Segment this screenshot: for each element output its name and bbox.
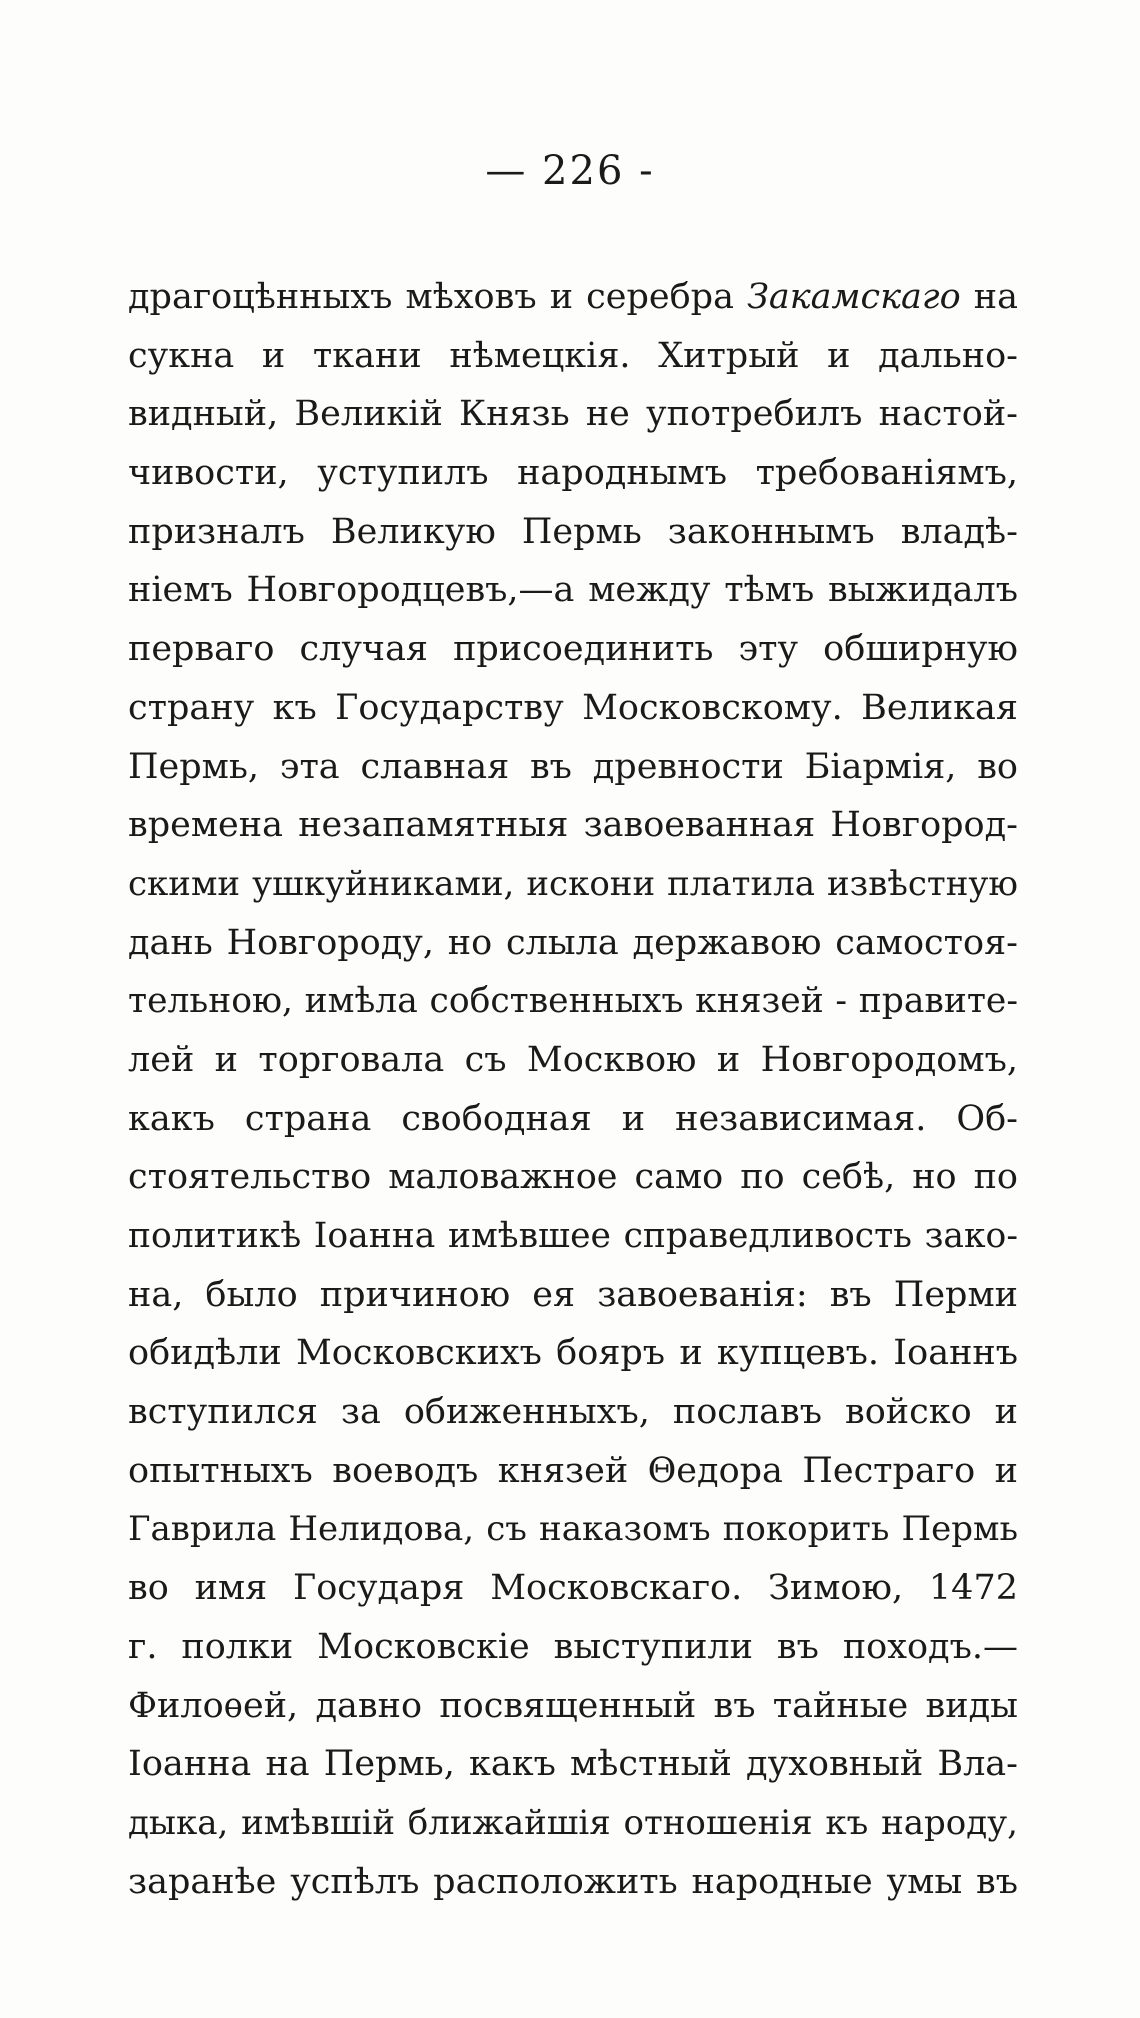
text-span: политикѣ Іоанна имѣвшее справедливость зако- <box>128 1216 1018 1256</box>
text-line <box>128 972 1018 1031</box>
text-line <box>128 855 1018 914</box>
text-line <box>128 1383 1018 1442</box>
text-line <box>128 796 1018 855</box>
text-span: времена незапамятныя завоеванная Новгород- <box>128 805 1018 846</box>
text-span: Гаврила Нелидова, съ наказомъ покорить Пермь <box>128 1509 1018 1550</box>
text-line <box>128 1677 1018 1736</box>
text-span: скими ушкуйниками, искони платила извѣстную <box>128 863 1018 904</box>
text-span: перваго случая присоединить эту обширную <box>128 629 1018 670</box>
text-span: ніемъ Новгородцевъ,—а между тѣмъ выжидалъ <box>128 570 1018 611</box>
text-line <box>128 1324 1018 1383</box>
text-span: Филоѳей, давно посвященный въ тайные виды <box>128 1685 1018 1726</box>
text-span: чивости, уступилъ народнымъ требованіямъ, <box>128 453 1018 494</box>
text-line <box>128 1735 1018 1794</box>
text-line <box>128 503 1018 562</box>
text-line <box>128 914 1018 973</box>
body-text <box>128 268 1018 1911</box>
text-span: вступился за обиженныхъ, пославъ войско и <box>128 1392 1018 1433</box>
text-span: Іоанна на Пермь, какъ мѣстный духовный Вла- <box>128 1744 1018 1785</box>
text-span: видный, Великій Князь не употребилъ настой- <box>128 394 1018 435</box>
text-line <box>128 268 1018 327</box>
text-span: на, было причиною ея завоеванія: въ Перми <box>128 1274 1018 1315</box>
text-span: призналъ Великую Пермь законнымъ владѣ- <box>128 511 1018 552</box>
text-line <box>128 444 1018 503</box>
text-line <box>128 1442 1018 1501</box>
text-span: драгоцѣнныхъ мѣховъ и серебра <box>128 277 748 317</box>
text-line <box>128 561 1018 620</box>
text-line <box>128 1207 1018 1266</box>
text-span: обидѣли Московскихъ бояръ и купцевъ. Іоаннъ <box>128 1333 1018 1374</box>
text-line <box>128 1148 1018 1207</box>
italic-text-span: Закамскаго <box>747 277 961 317</box>
text-line <box>128 1266 1018 1325</box>
text-line <box>128 1031 1018 1090</box>
text-line <box>128 327 1018 386</box>
text-span: заранѣе успѣлъ расположить народные умы въ <box>128 1861 1018 1902</box>
text-line <box>128 1794 1018 1853</box>
page-number: — 226 - <box>485 148 655 194</box>
text-span: лей и торговала съ Москвою и Новгородомъ, <box>128 1039 1018 1080</box>
text-span: на <box>960 277 1018 317</box>
text-line <box>128 620 1018 679</box>
text-span: Пермь, эта славная въ древности Біармія, во <box>128 746 1018 787</box>
text-span: страну къ Государству Московскому. Великая <box>128 687 1018 728</box>
text-span: опытныхъ воеводъ князей Θедора Пестраго и <box>128 1450 1018 1491</box>
text-span: тельною, имѣла собственныхъ князей - правите- <box>128 981 1018 1022</box>
text-line <box>128 385 1018 444</box>
text-span: дыка, имѣвшій ближайшія отношенія къ народу, <box>128 1802 1018 1843</box>
text-line <box>128 738 1018 797</box>
text-span: г. полки Московскіе выступили въ походъ.— <box>128 1626 1018 1667</box>
text-line <box>128 1500 1018 1559</box>
text-line <box>128 1853 1018 1912</box>
text-span: какъ страна свободная и независимая. Об- <box>128 1098 1018 1139</box>
text-line <box>128 1618 1018 1677</box>
text-span: стоятельство маловажное само по себѣ, но по <box>128 1157 1018 1198</box>
text-line <box>128 1559 1018 1618</box>
text-span: во имя Государя Московскаго. Зимою, 1472 <box>128 1568 1018 1609</box>
text-span: дань Новгороду, но слыла державою самостоя- <box>128 922 1018 963</box>
text-line <box>128 679 1018 738</box>
text-line <box>128 1090 1018 1149</box>
text-span: сукна и ткани нѣмецкія. Хитрый и дально- <box>128 335 1018 376</box>
